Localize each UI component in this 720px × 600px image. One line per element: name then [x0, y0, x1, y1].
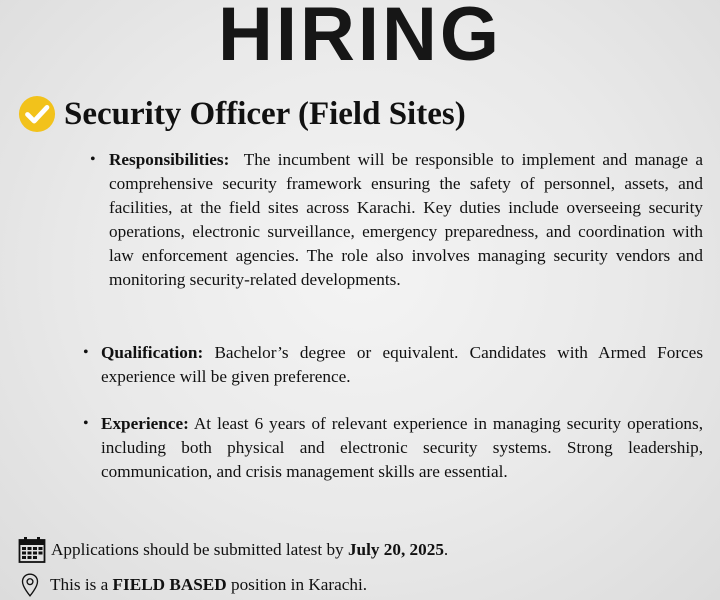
job-title-row: [18, 94, 466, 134]
qualification-item: [101, 341, 703, 389]
responsibilities-item: [109, 148, 703, 292]
location-highlight: FIELD BASED: [112, 575, 227, 594]
location-row: [18, 572, 367, 598]
calendar-icon: [18, 536, 46, 564]
responsibilities-text: The incumbent will be responsible to implement and manage a comprehensive security framework ensuring the safety of personnel, assets, and facilities, at the field sites across Karachi. Key duties include overseeing security operations, electronic surveillance, emergency preparedness, and coordination with law enforcement agencies. The role also involves managing security vendors and monitoring security-related developments.: [109, 150, 703, 289]
deadline-prefix: Applications should be submitted latest by: [51, 540, 344, 559]
checkmark-badge-icon: [18, 95, 56, 133]
experience-label: Experience:: [101, 414, 189, 433]
location-prefix: This is a: [50, 575, 109, 594]
deadline-date: July 20, 2025: [347, 540, 444, 559]
map-pin-icon: [20, 572, 40, 598]
qualification-text: Bachelor’s degree or equivalent. Candidates with Armed Forces experience will be given preference.: [101, 343, 704, 386]
experience-item: [101, 412, 703, 484]
responsibilities-label: Responsibilities:: [109, 150, 230, 169]
job-title: Security Officer (Field Sites): [64, 96, 466, 132]
deadline-row: [18, 536, 448, 564]
location-suffix: position in Karachi.: [230, 575, 368, 594]
deadline-suffix: .: [443, 540, 449, 559]
hiring-headline: HIRING: [218, 0, 502, 77]
qualification-label: Qualification:: [101, 343, 204, 362]
experience-text: At least 6 years of relevant experience in managing security operations, including both physical and electronic security systems. Strong leadership, communication, and crisis management skills are essential.: [101, 414, 703, 481]
